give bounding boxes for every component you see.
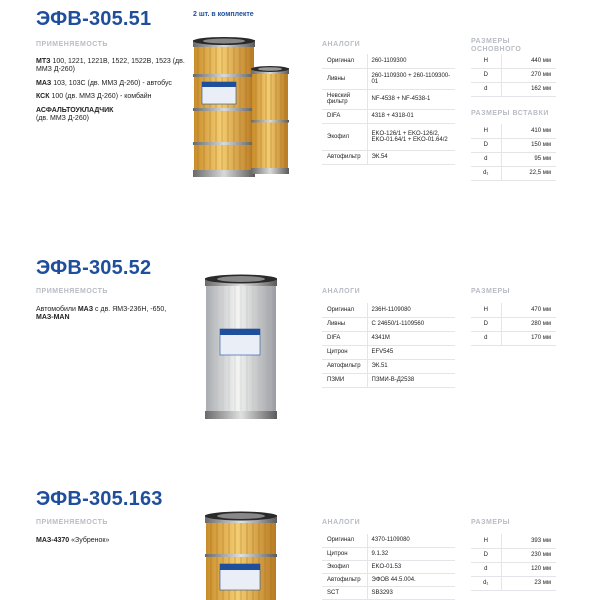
sizes-header: РАЗМЕРЫ	[471, 519, 511, 526]
table-row: d 120 мм	[471, 562, 556, 576]
app-item: МАЗ-4370 «Зубренок»	[36, 537, 110, 544]
app-item: КСК 100 (дв. ММЗ Д-260) - комбайн	[36, 93, 152, 101]
table-row: Автофильтр ЭФОВ 44.5.004.	[322, 573, 455, 586]
table-row: d 162 мм	[471, 82, 556, 96]
filter-image	[200, 273, 282, 423]
table-row: Экофил EKO-01.53	[322, 560, 455, 573]
table-row: d 95 мм	[471, 152, 556, 166]
table-row: Цитрон 9.1.32	[322, 547, 455, 560]
analogs-header: АНАЛОГИ	[322, 288, 361, 295]
table-row: d₁ 22,5 мм	[471, 166, 556, 180]
sizes-main-table	[471, 54, 556, 97]
table-row: Невский фильтр NF-4538 + NF-4538-1	[322, 89, 455, 109]
table-row: ПЗМИ ПЗМИ-В-Д2538	[322, 373, 455, 387]
sizes-table	[471, 303, 556, 346]
analogs-table	[322, 303, 455, 388]
table-row: DIFA 4341М	[322, 331, 455, 345]
kit-note: 2 шт. в комплекте	[193, 11, 254, 18]
analogs-header: АНАЛОГИ	[322, 41, 361, 48]
table-row: H 440 мм	[471, 54, 556, 68]
sizes-insert-header: РАЗМЕРЫ ВСТАВКИ	[471, 110, 549, 117]
table-row: H 470 мм	[471, 303, 556, 317]
table-row: H 410 мм	[471, 124, 556, 138]
table-row: Автофильтр ЭК.54	[322, 150, 455, 164]
table-row: Ливны 260-1109300 + 260-1109300-01	[322, 68, 455, 89]
analogs-table	[322, 54, 455, 165]
table-row: Оригинал 236Н-1109080	[322, 303, 455, 317]
app-item: АСФАЛЬТОУКЛАДЧИК (дв. ММЗ Д-260)	[36, 106, 114, 123]
sizes-insert-table	[471, 124, 556, 181]
product-title: ЭФВ-305.51	[36, 8, 152, 30]
app-item: МАЗ 103, 103С (дв. ММЗ Д-260) - автобус	[36, 79, 172, 87]
app-item: МТЗ 100, 1221, 1221В, 1522, 1522В, 1523 (дв. ММЗ Д-260)	[36, 58, 185, 74]
sizes-table	[471, 534, 556, 591]
applicability-list	[36, 537, 186, 550]
table-row: Экофил EKO-126/1 + EKO-126/2, EKO-01.64/1 + EKO-01.64/2	[322, 123, 455, 150]
applicability-header: ПРИМЕНЯЕМОСТЬ	[36, 41, 108, 48]
sizes-main-header: РАЗМЕРЫ ОСНОВНОГО	[471, 38, 522, 53]
applicability-header: ПРИМЕНЯЕМОСТЬ	[36, 288, 108, 295]
table-row: D 230 мм	[471, 548, 556, 562]
filter-pair-image	[188, 36, 303, 186]
sizes-header: РАЗМЕРЫ	[471, 288, 511, 295]
table-row: Цитрон EFV545	[322, 345, 455, 359]
table-row: Ливны С 24650/1-1109560	[322, 317, 455, 331]
table-row: Автофильтр ЭК.51	[322, 359, 455, 373]
table-row: D 270 мм	[471, 68, 556, 82]
app-item: Автомобили МАЗ с дв. ЯМЗ-236Н, -650, МАЗ-MAN	[36, 306, 167, 322]
table-row: d₁ 23 мм	[471, 576, 556, 590]
table-row: Оригинал 260-1109300	[322, 54, 455, 68]
table-row: H 393 мм	[471, 534, 556, 548]
applicability-header: ПРИМЕНЯЕМОСТЬ	[36, 519, 108, 526]
table-row: DIFA 4318 + 4318-01	[322, 109, 455, 123]
table-row: Оригинал 4370-1109080	[322, 534, 455, 547]
filter-image	[200, 510, 282, 600]
table-row: D 150 мм	[471, 138, 556, 152]
product-title: ЭФВ-305.52	[36, 257, 152, 279]
analogs-table	[322, 534, 455, 600]
table-row: SCT SB3293	[322, 586, 455, 599]
product-title: ЭФВ-305.163	[36, 488, 163, 510]
table-row: D 280 мм	[471, 317, 556, 331]
product-card-305-52	[0, 255, 600, 455]
applicability-list	[36, 306, 181, 328]
product-card-305-51	[0, 0, 600, 230]
table-row: d 170 мм	[471, 331, 556, 345]
analogs-header: АНАЛОГИ	[322, 519, 361, 526]
product-card-305-163	[0, 486, 600, 600]
applicability-list	[36, 58, 186, 128]
